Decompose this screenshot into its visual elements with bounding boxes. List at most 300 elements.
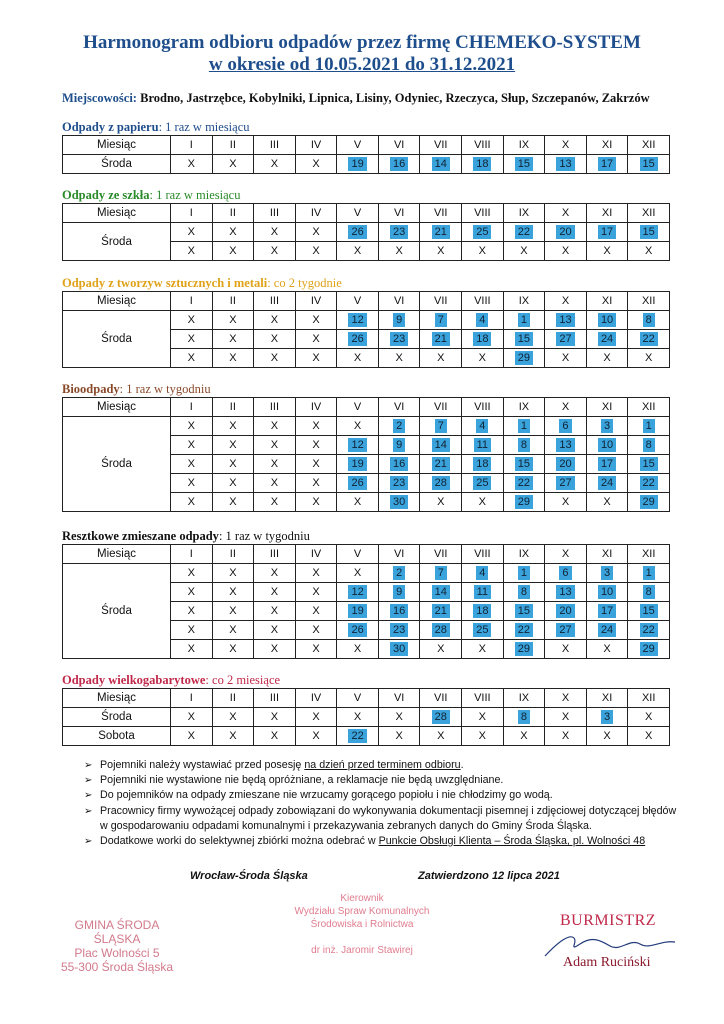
schedule-cell: [378, 417, 420, 436]
section-title-glass: Odpady ze szkła: 1 raz w miesiącu: [62, 188, 241, 202]
schedule-cell: X: [254, 708, 296, 727]
schedule-cell: [503, 155, 545, 174]
pickup-date: 10: [598, 585, 616, 599]
schedule-cell: [378, 330, 420, 349]
schedule-cell: X: [295, 474, 337, 493]
schedule-cell: [420, 474, 462, 493]
month-header-V: V: [337, 689, 379, 708]
month-header-VII: VII: [420, 545, 462, 564]
pickup-date: 30: [390, 495, 408, 509]
schedule-cell: [503, 493, 545, 512]
table-header-row: [63, 689, 670, 708]
document-title: Harmonogram odbioru odpadów przez firmę CHEMEKO-SYSTEM: [83, 32, 641, 53]
schedule-cell: [503, 349, 545, 368]
month-header-IX: IX: [503, 398, 545, 417]
schedule-cell: [462, 155, 504, 174]
table-row: [63, 417, 670, 436]
pickup-date: 15: [640, 225, 658, 239]
schedule-cell: [420, 583, 462, 602]
month-header-III: III: [254, 292, 296, 311]
schedule-cell: X: [628, 727, 670, 746]
pickup-date: 24: [598, 623, 616, 637]
pickup-date: 13: [556, 157, 574, 171]
schedule-cell: [462, 311, 504, 330]
month-header-IV: IV: [295, 398, 337, 417]
pickup-date: 16: [390, 157, 408, 171]
pickup-date: 20: [556, 604, 574, 618]
month-header-label: Miesiąc: [63, 136, 171, 155]
municipality-stamp: GMINA ŚRODA ŚLĄSKA Plac Wolności 5 55-300 Środa Śląska: [60, 918, 174, 974]
month-header-IX: IX: [503, 545, 545, 564]
schedule-cell: [337, 621, 379, 640]
pickup-date: 29: [515, 642, 533, 656]
schedule-cell: [337, 330, 379, 349]
month-header-VIII: VIII: [462, 136, 504, 155]
schedule-cell: X: [212, 602, 254, 621]
schedule-cell: X: [420, 727, 462, 746]
month-header-VI: VI: [378, 136, 420, 155]
table-header-row: [63, 204, 670, 223]
month-header-IV: IV: [295, 689, 337, 708]
pickup-date: 6: [559, 419, 571, 433]
pickup-date: 20: [556, 225, 574, 239]
schedule-cell: X: [337, 640, 379, 659]
pickup-date: 29: [515, 351, 533, 365]
month-header-VI: VI: [378, 398, 420, 417]
schedule-cell: X: [254, 640, 296, 659]
schedule-cell: [586, 708, 628, 727]
schedule-cell: [462, 621, 504, 640]
schedule-cell: [420, 621, 462, 640]
schedule-cell: [420, 708, 462, 727]
schedule-cell: X: [295, 564, 337, 583]
schedule-cell: [503, 436, 545, 455]
pickup-date: 15: [640, 604, 658, 618]
month-header-IV: IV: [295, 545, 337, 564]
schedule-cell: X: [337, 564, 379, 583]
month-header-VIII: VIII: [462, 292, 504, 311]
schedule-cell: [378, 564, 420, 583]
pickup-date: 28: [432, 623, 450, 637]
schedule-cell: X: [212, 436, 254, 455]
month-header-VIII: VIII: [462, 204, 504, 223]
pickup-date: 15: [515, 604, 533, 618]
pickup-date: 21: [432, 332, 450, 346]
month-header-XII: XII: [628, 689, 670, 708]
section-title-plastic: Odpady z tworzyw sztucznych i metali: co 2 tygodnie: [62, 276, 342, 290]
schedule-cell: X: [171, 602, 213, 621]
schedule-cell: X: [295, 223, 337, 242]
schedule-cell: [545, 311, 587, 330]
month-header-XI: XI: [586, 545, 628, 564]
month-header-VI: VI: [378, 292, 420, 311]
schedule-cell: X: [212, 311, 254, 330]
schedule-cell: X: [586, 242, 628, 261]
section-title-paper: Odpady z papieru: 1 raz w miesiącu: [62, 120, 250, 134]
month-header-IV: IV: [295, 204, 337, 223]
month-header-II: II: [212, 136, 254, 155]
schedule-cell: X: [212, 493, 254, 512]
pickup-date: 27: [556, 476, 574, 490]
month-header-V: V: [337, 545, 379, 564]
schedule-cell: [462, 583, 504, 602]
table-header-row: [63, 545, 670, 564]
note-item: ➢ Pojemniki nie wystawione nie będą opróżniane, a reklamacje nie będą uwzględniane.: [84, 773, 676, 788]
schedule-cell: X: [212, 727, 254, 746]
month-header-IX: IX: [503, 204, 545, 223]
schedule-cell: X: [171, 330, 213, 349]
schedule-cell: X: [171, 493, 213, 512]
schedule-cell: [378, 621, 420, 640]
schedule-cell: [420, 417, 462, 436]
month-header-XI: XI: [586, 398, 628, 417]
pickup-date: 13: [556, 313, 574, 327]
pickup-date: 24: [598, 476, 616, 490]
pickup-date: 1: [518, 313, 530, 327]
day-label: Środa: [63, 417, 171, 512]
month-header-I: I: [171, 398, 213, 417]
note-item: ➢ Pojemniki należy wystawiać przed posesję na dzień przed terminem odbioru.: [84, 758, 676, 773]
month-header-VII: VII: [420, 292, 462, 311]
schedule-cell: [378, 640, 420, 659]
pickup-date: 1: [518, 566, 530, 580]
schedule-cell: X: [171, 621, 213, 640]
month-header-XII: XII: [628, 292, 670, 311]
schedule-cell: X: [462, 727, 504, 746]
pickup-date: 8: [643, 438, 655, 452]
arrow-bullet-icon: ➢: [84, 836, 93, 848]
schedule-cell: X: [171, 223, 213, 242]
schedule-cell: X: [254, 330, 296, 349]
schedule-cell: X: [212, 583, 254, 602]
schedule-cell: X: [295, 242, 337, 261]
schedule-cell: X: [254, 621, 296, 640]
schedule-cell: X: [254, 564, 296, 583]
pickup-date: 22: [640, 332, 658, 346]
pickup-date: 8: [518, 585, 530, 599]
month-header-X: X: [545, 204, 587, 223]
schedule-cell: [503, 621, 545, 640]
schedule-cell: X: [212, 242, 254, 261]
pickup-date: 8: [643, 585, 655, 599]
pickup-date: 23: [390, 225, 408, 239]
month-header-VII: VII: [420, 204, 462, 223]
schedule-cell: X: [171, 564, 213, 583]
schedule-cell: X: [295, 155, 337, 174]
schedule-cell: X: [462, 242, 504, 261]
schedule-cell: [503, 474, 545, 493]
schedule-cell: X: [420, 242, 462, 261]
pickup-date: 18: [473, 604, 491, 618]
schedule-cell: [628, 330, 670, 349]
schedule-cell: [586, 455, 628, 474]
mayor-title: BURMISTRZ: [560, 912, 657, 929]
pickup-date: 22: [348, 729, 366, 743]
pickup-date: 22: [515, 225, 533, 239]
table-row: [63, 223, 670, 242]
schedule-table-glass: [62, 203, 670, 261]
pickup-date: 9: [393, 313, 405, 327]
pickup-date: 28: [432, 710, 450, 724]
pickup-date: 29: [515, 495, 533, 509]
schedule-cell: [378, 493, 420, 512]
schedule-cell: X: [171, 436, 213, 455]
schedule-cell: X: [254, 727, 296, 746]
schedule-cell: [378, 602, 420, 621]
pickup-date: 10: [598, 313, 616, 327]
schedule-cell: X: [254, 223, 296, 242]
pickup-date: 23: [390, 623, 408, 637]
schedule-cell: [586, 311, 628, 330]
schedule-cell: X: [586, 727, 628, 746]
pickup-date: 14: [432, 438, 450, 452]
schedule-cell: [545, 474, 587, 493]
pickup-date: 13: [556, 438, 574, 452]
schedule-cell: [378, 455, 420, 474]
schedule-cell: X: [337, 493, 379, 512]
localities: [62, 91, 650, 106]
schedule-cell: [462, 455, 504, 474]
schedule-cell: [628, 564, 670, 583]
pickup-date: 30: [390, 642, 408, 656]
table-row: [63, 155, 670, 174]
schedule-cell: [378, 474, 420, 493]
schedule-cell: [462, 474, 504, 493]
pickup-date: 21: [432, 225, 450, 239]
schedule-cell: [337, 602, 379, 621]
footer-place: Wrocław-Środa Śląska: [190, 870, 308, 882]
schedule-cell: [586, 155, 628, 174]
pickup-date: 20: [556, 457, 574, 471]
pickup-date: 15: [515, 457, 533, 471]
pickup-date: 22: [640, 476, 658, 490]
month-header-IX: IX: [503, 689, 545, 708]
section-title-bulky: Odpady wielkogabarytowe: co 2 miesiące: [62, 673, 281, 687]
schedule-cell: X: [295, 602, 337, 621]
month-header-VII: VII: [420, 398, 462, 417]
schedule-cell: X: [295, 583, 337, 602]
schedule-cell: [545, 621, 587, 640]
pickup-date: 12: [348, 438, 366, 452]
pickup-date: 9: [393, 585, 405, 599]
pickup-date: 1: [518, 419, 530, 433]
day-label: Środa: [63, 155, 171, 174]
department-stamp: Kierownik Wydziału Spraw Komunalnych Środowiska i Rolnictwa dr inż. Jaromir Stawirej: [294, 893, 430, 956]
month-header-XII: XII: [628, 545, 670, 564]
schedule-cell: [628, 474, 670, 493]
schedule-cell: [420, 455, 462, 474]
schedule-cell: X: [545, 727, 587, 746]
schedule-cell: X: [586, 640, 628, 659]
month-header-V: V: [337, 204, 379, 223]
month-header-XII: XII: [628, 204, 670, 223]
schedule-cell: X: [254, 349, 296, 368]
schedule-cell: [420, 564, 462, 583]
schedule-cell: X: [337, 349, 379, 368]
pickup-date: 10: [598, 438, 616, 452]
pickup-date: 19: [348, 157, 366, 171]
month-header-I: I: [171, 689, 213, 708]
schedule-cell: [378, 223, 420, 242]
pickup-date: 26: [348, 476, 366, 490]
schedule-cell: [503, 311, 545, 330]
schedule-cell: [586, 564, 628, 583]
month-header-label: Miesiąc: [63, 689, 171, 708]
schedule-cell: [545, 417, 587, 436]
month-header-I: I: [171, 292, 213, 311]
month-header-X: X: [545, 545, 587, 564]
arrow-bullet-icon: ➢: [84, 790, 93, 802]
schedule-cell: [586, 223, 628, 242]
pickup-date: 29: [640, 642, 658, 656]
schedule-cell: X: [586, 493, 628, 512]
schedule-cell: X: [254, 493, 296, 512]
schedule-cell: [337, 727, 379, 746]
schedule-cell: [337, 155, 379, 174]
pickup-date: 8: [518, 710, 530, 724]
pickup-date: 11: [474, 585, 491, 599]
table-row: [63, 708, 670, 727]
schedule-cell: [545, 436, 587, 455]
month-header-I: I: [171, 204, 213, 223]
note-item: ➢ Pracownicy firmy wywożącej odpady zobowiązani do wykonywania dokumentacji pisemnej i zdjęciowej dotyczącej błędów: [84, 804, 676, 819]
schedule-cell: X: [420, 640, 462, 659]
schedule-cell: X: [378, 242, 420, 261]
pickup-date: 17: [598, 457, 616, 471]
month-header-VIII: VIII: [462, 689, 504, 708]
section-title-mixed: Resztkowe zmieszane odpady: 1 raz w tygodniu: [62, 529, 310, 543]
schedule-cell: X: [295, 455, 337, 474]
schedule-cell: X: [254, 155, 296, 174]
schedule-cell: [420, 602, 462, 621]
pickup-date: 27: [556, 332, 574, 346]
pickup-date: 7: [435, 419, 447, 433]
schedule-cell: X: [462, 640, 504, 659]
month-header-label: Miesiąc: [63, 292, 171, 311]
schedule-cell: [420, 311, 462, 330]
table-row: [63, 727, 670, 746]
pickup-date: 18: [473, 157, 491, 171]
schedule-cell: X: [171, 349, 213, 368]
schedule-cell: X: [295, 708, 337, 727]
schedule-cell: X: [462, 708, 504, 727]
schedule-table-paper: [62, 135, 670, 174]
pickup-date: 17: [598, 225, 616, 239]
schedule-cell: X: [171, 242, 213, 261]
day-label: Sobota: [63, 727, 171, 746]
month-header-II: II: [212, 292, 254, 311]
schedule-cell: [586, 583, 628, 602]
schedule-cell: X: [254, 455, 296, 474]
month-header-VIII: VIII: [462, 545, 504, 564]
month-header-I: I: [171, 545, 213, 564]
schedule-cell: X: [254, 242, 296, 261]
schedule-cell: [503, 330, 545, 349]
schedule-cell: [420, 436, 462, 455]
pickup-date: 1: [643, 419, 655, 433]
schedule-cell: X: [503, 242, 545, 261]
pickup-date: 22: [640, 623, 658, 637]
table-row: [63, 311, 670, 330]
schedule-cell: X: [295, 330, 337, 349]
schedule-cell: X: [254, 602, 296, 621]
schedule-cell: X: [628, 242, 670, 261]
schedule-cell: X: [337, 417, 379, 436]
schedule-cell: [586, 330, 628, 349]
month-header-V: V: [337, 292, 379, 311]
month-header-label: Miesiąc: [63, 204, 171, 223]
schedule-cell: [503, 602, 545, 621]
schedule-cell: X: [254, 474, 296, 493]
schedule-cell: X: [212, 455, 254, 474]
schedule-cell: [503, 223, 545, 242]
pickup-date: 15: [515, 157, 533, 171]
pickup-date: 3: [601, 419, 613, 433]
schedule-cell: [586, 474, 628, 493]
schedule-cell: [503, 417, 545, 436]
month-header-II: II: [212, 204, 254, 223]
pickup-date: 26: [348, 332, 366, 346]
schedule-cell: [378, 311, 420, 330]
schedule-cell: X: [171, 640, 213, 659]
pickup-date: 24: [598, 332, 616, 346]
schedule-cell: [545, 564, 587, 583]
pickup-date: 14: [432, 585, 450, 599]
pickup-date: 23: [390, 332, 408, 346]
arrow-bullet-icon: ➢: [84, 760, 93, 771]
schedule-cell: [503, 455, 545, 474]
pickup-date: 27: [556, 623, 574, 637]
schedule-cell: X: [295, 640, 337, 659]
pickup-date: 4: [476, 566, 488, 580]
schedule-cell: X: [378, 727, 420, 746]
section-title-bio: Bioodpady: 1 raz w tygodniu: [62, 382, 211, 396]
schedule-cell: [586, 417, 628, 436]
schedule-cell: [462, 602, 504, 621]
month-header-VI: VI: [378, 545, 420, 564]
month-header-X: X: [545, 689, 587, 708]
schedule-cell: [420, 155, 462, 174]
schedule-cell: [378, 583, 420, 602]
pickup-date: 15: [640, 457, 658, 471]
note-item: ➢ Dodatkowe worki do selektywnej zbiórki można odebrać w Punkcie Obsługi Klienta – Środa Śląska, pl. Wolności 48: [84, 834, 676, 849]
pickup-date: 8: [518, 438, 530, 452]
schedule-cell: [586, 621, 628, 640]
day-label: Środa: [63, 223, 171, 261]
schedule-cell: [503, 640, 545, 659]
schedule-cell: X: [545, 493, 587, 512]
pickup-date: 4: [476, 419, 488, 433]
pickup-date: 16: [390, 604, 408, 618]
month-header-IV: IV: [295, 136, 337, 155]
schedule-cell: X: [254, 436, 296, 455]
month-header-X: X: [545, 136, 587, 155]
notes-list: [84, 758, 676, 849]
month-header-III: III: [254, 689, 296, 708]
pickup-date: 9: [393, 438, 405, 452]
localities-list: Brodno, Jastrzębce, Kobylniki, Lipnica, Lisiny, Odyniec, Rzeczyca, Słup, Szczepanów, Zakrzów: [140, 91, 650, 105]
pickup-date: 17: [598, 157, 616, 171]
schedule-cell: [545, 583, 587, 602]
pickup-date: 28: [432, 476, 450, 490]
schedule-cell: [628, 583, 670, 602]
schedule-cell: [462, 330, 504, 349]
day-label: Środa: [63, 708, 171, 727]
schedule-cell: [586, 602, 628, 621]
month-header-VIII: VIII: [462, 398, 504, 417]
month-header-label: Miesiąc: [63, 545, 171, 564]
schedule-cell: X: [171, 708, 213, 727]
